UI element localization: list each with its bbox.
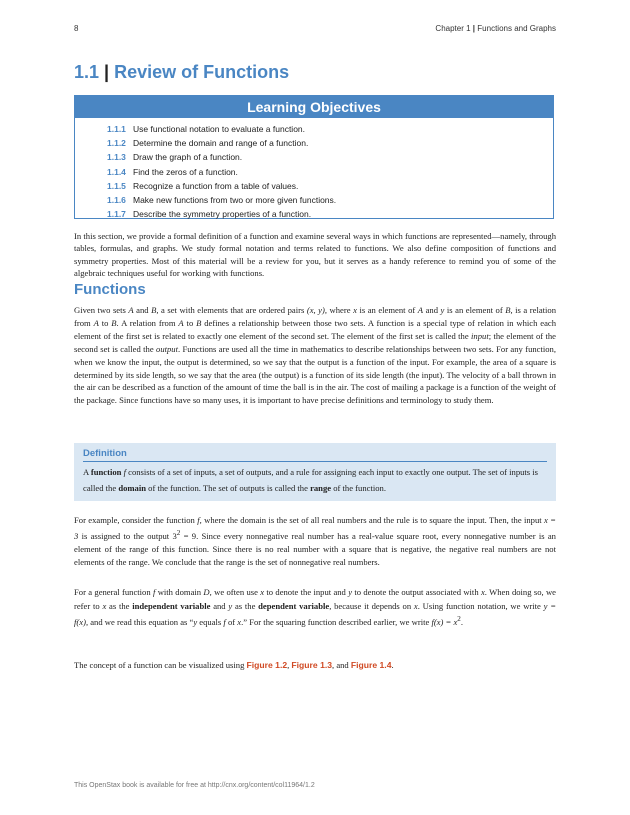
text-run: , and (332, 660, 351, 670)
text-run: is assigned to the output (78, 531, 173, 542)
math-expr: y = f(x) (74, 600, 557, 628)
math-var: B (111, 317, 117, 328)
objective-text: Draw the graph of a function. (133, 152, 243, 163)
math-expr: x = 3 (74, 515, 556, 542)
text-run: , where the domain is the set of all real numbers and the rule is to square the input. Then, the input (199, 515, 545, 525)
learning-objectives-list (75, 118, 553, 221)
page-number: 8 (74, 24, 79, 33)
text-run: , (287, 660, 292, 670)
text-run: and (133, 305, 152, 315)
text-run: ; the element of the second set is called the (74, 330, 556, 354)
objective-number: 1.1.1 (107, 124, 126, 134)
objective-item (107, 122, 553, 136)
objective-number: 1.1.5 (107, 180, 126, 191)
text-run: , because it depends on (329, 600, 414, 611)
definition-box (74, 443, 556, 501)
chapter-title: Functions and Graphs (477, 24, 556, 33)
text-run: is an element of (356, 305, 418, 315)
text-run: , is a relation from (74, 305, 557, 328)
math-var: f (123, 467, 126, 477)
functions-heading: Functions (74, 281, 146, 298)
math-var: A (93, 317, 99, 328)
math-expr: f(x) = x (431, 617, 458, 628)
term-function: function (90, 467, 122, 477)
math-var: y (193, 617, 198, 628)
text-run: to denote the input and (264, 587, 349, 597)
intro-paragraph: In this section, we provide a formal definition of a function and examine several ways in which functions are represented—namely, through tables, formulas, and graphs. We study formal notation and terms related to functions. We also define composition of functions and symmetry properties. Most of this material will be a review for you, but it serves as a handy reference to remind you of some of the algebraic techniques useful for working with functions. (74, 231, 556, 279)
math-var: y (440, 305, 445, 315)
section-number: 1.1 (74, 62, 100, 82)
math-var: x (102, 600, 107, 611)
section-title-text: Review of Functions (114, 62, 290, 82)
text-run: of (225, 617, 238, 628)
example-paragraph (74, 514, 556, 570)
text-run: .” For the squaring function described earlier, we write (241, 617, 432, 628)
objective-item (107, 179, 553, 193)
chapter-label: Chapter 1 (435, 24, 471, 33)
math-var: B (151, 305, 157, 315)
text-run: The concept of a function can be visualized using (74, 660, 247, 670)
functions-paragraph (74, 304, 556, 407)
text-run: A (83, 467, 91, 477)
term-output: output (156, 343, 178, 354)
term-independent-variable: independent variable (132, 600, 211, 611)
text-run: . When doing so, we refer to (74, 587, 556, 611)
concept-paragraph (74, 659, 556, 671)
math-var: A (417, 305, 424, 315)
text-run: . Using function notation, we write (417, 600, 544, 611)
objective-number: 1.1.7 (107, 209, 126, 220)
objective-text: Recognize a function from a table of values. (133, 180, 299, 191)
objective-number: 1.1.6 (107, 194, 126, 205)
text-run: to (183, 317, 197, 328)
objective-item (107, 207, 553, 221)
term-dependent-variable: dependent variable (258, 600, 330, 611)
math-var: y (228, 600, 233, 611)
text-run: , a set with elements that are ordered pairs (156, 305, 307, 315)
text-run: For example, consider the function (74, 515, 198, 525)
objective-item (107, 193, 553, 207)
math-var: y (348, 587, 353, 597)
math-var: x (237, 617, 242, 628)
definition-heading: Definition (83, 448, 127, 459)
general-function-paragraph (74, 586, 556, 630)
figure-1-4-link[interactable]: Figure 1.4 (350, 660, 392, 670)
math-var: B (196, 317, 202, 328)
objective-number: 1.1.2 (107, 138, 126, 149)
math-var: D (203, 587, 210, 597)
math-var: f (152, 587, 156, 597)
math-exponent: 2 (176, 529, 181, 538)
objective-item (107, 150, 553, 164)
objective-number: 1.1.4 (107, 166, 126, 177)
objective-text: Describe the symmetry properties of a function. (133, 209, 312, 220)
header-separator: | (472, 24, 476, 33)
text-run: with domain (155, 587, 204, 597)
math-expr: = 9 (180, 531, 197, 542)
math-var: B (505, 305, 511, 315)
figure-1-3-link[interactable]: Figure 1.3 (291, 660, 333, 670)
math-var: x (413, 600, 418, 611)
text-run: , we often use (209, 587, 261, 597)
text-run: to (98, 317, 112, 328)
term-domain: domain (118, 483, 147, 493)
text-run: . (460, 617, 464, 628)
text-run: to denote the output associated with (352, 587, 481, 597)
math-var: A (178, 317, 184, 328)
text-run: For a general function (74, 587, 153, 597)
text-run: of the function. (331, 483, 386, 493)
text-run: . Functions are used all the time in mathematics to describe relationships between two sets. For any function, when we know the input, the output is determined, so we say that the output is a function of the input. For example, the area of a square is determined by its side length, so we say that the area (the output) is a function of its side length (the input). The velocity of a ball thrown in the air can be described as a function of the amount of time the ball is in the air. The cost of mailing a package is a function of the weight of the package. Since functions have so many uses, it is important to have precise definitions and terminology to study them. (74, 343, 556, 406)
text-run: as the (106, 600, 133, 611)
objective-number: 1.1.3 (107, 152, 126, 163)
definition-text (83, 464, 547, 496)
objective-text: Use functional notation to evaluate a function. (133, 124, 306, 134)
text-run: and (423, 305, 441, 315)
term-range: range (310, 483, 332, 493)
definition-divider (83, 461, 547, 462)
objective-text: Make new functions from two or more given functions. (133, 194, 337, 205)
text-run: , and we read this equation as “ (85, 617, 194, 628)
math-expr: 3 (172, 531, 177, 542)
math-var: f (197, 515, 200, 525)
text-run: . (391, 660, 394, 670)
term-input: input (471, 330, 489, 341)
objective-item (107, 165, 553, 179)
objective-item (107, 136, 553, 150)
text-run: Given two sets (74, 305, 129, 315)
learning-objectives-heading: Learning Objectives (75, 96, 553, 118)
text-run: defines a relationship between those two sets. A function is a special type of relation in which each element of the first set is related to exactly one element of the second set. The element of the first set is called the (74, 317, 557, 341)
math-var: x (480, 587, 485, 597)
math-var: x (353, 305, 357, 315)
learning-objectives-box (74, 95, 554, 219)
text-run: is an element of (444, 305, 506, 315)
objective-text: Determine the domain and range of a function. (133, 138, 309, 149)
text-run: . Since every nonnegative real number has a real-value square root, every nonnegative number is an element of the range of this function. Since there is no real number with a square that is negative, the negative real numbers are not elements of the range. We conclude that the range is the set of nonnegative real numbers. (74, 531, 556, 568)
math-var: x (260, 587, 265, 597)
text-run: and (210, 600, 229, 611)
section-separator: | (104, 62, 110, 82)
text-run: , where (324, 305, 354, 315)
text-run: . A relation from (116, 317, 179, 328)
text-run: consists of a set of inputs, a set of outputs, and a rule for assigning each input to exactly one output. The set of inputs is called the (83, 467, 539, 493)
page-footer: This OpenStax book is available for free at http://cnx.org/content/col11964/1.2 (74, 782, 315, 789)
objective-text: Find the zeros of a function. (133, 166, 238, 177)
text-run: of the function. The set of outputs is called the (146, 483, 311, 493)
figure-1-2-link[interactable]: Figure 1.2 (246, 660, 288, 670)
section-title (74, 62, 289, 83)
math-exponent: 2 (457, 615, 461, 624)
text-run: equals (197, 617, 224, 628)
math-var: A (128, 305, 134, 315)
math-var: (x, y) (306, 305, 325, 315)
text-run: as the (232, 600, 259, 611)
math-var: f (223, 617, 226, 628)
running-header (435, 24, 556, 33)
